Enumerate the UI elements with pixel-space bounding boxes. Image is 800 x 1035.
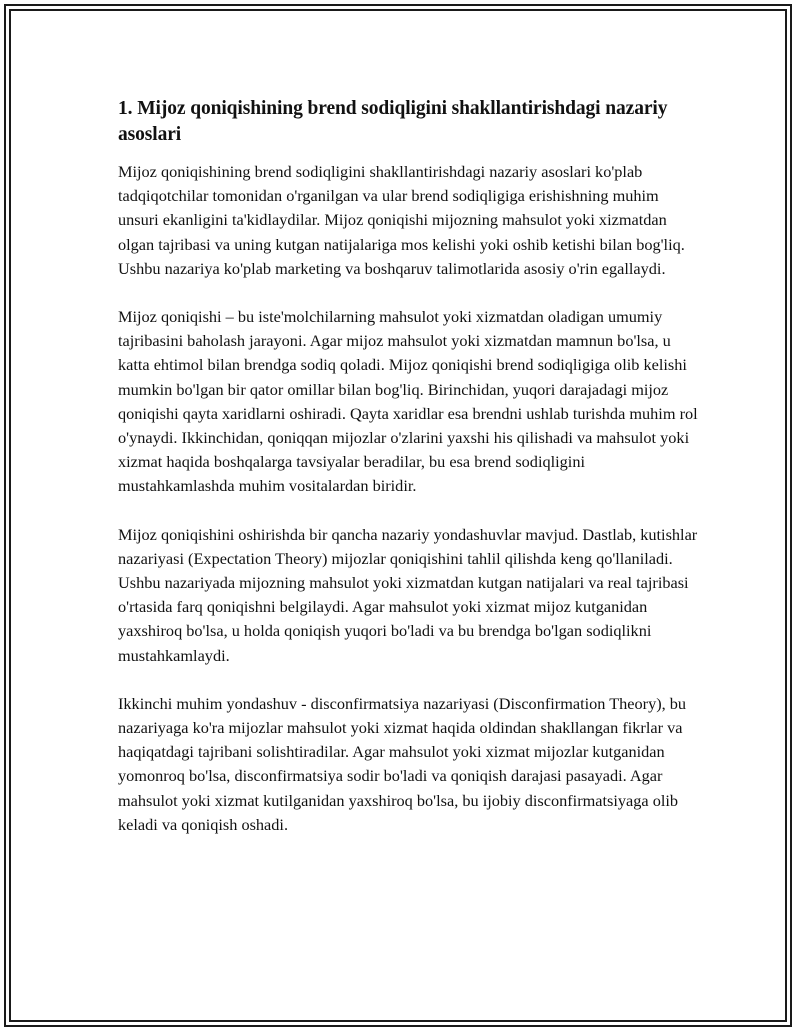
document-body: [118, 96, 698, 861]
paragraph-2: Mijoz qoniqishi – bu iste'molchilarning mahsulot yoki xizmatdan oladigan umumiy tajribasini baholash jarayoni. Agar mijoz mahsulot yoki xizmatdan mamnun bo'lsa, u katta ehtimol bilan brendga sodiq qoladi. Mijoz qoniqishi brend sodiqligiga olib kelishi mumkin bo'lgan bir qator omillar bilan bog'liq. Birinchidan, yuqori darajadagi mijoz qoniqishi qayta xaridlarni oshiradi. Qayta xaridlar esa brendni ushlab turishda muhim rol o'ynaydi. Ikkinchidan, qoniqqan mijozlar o'zlarini yaxshi his qilishadi va mahsulot yoki xizmat haqida boshqalarga tavsiyalar beradilar, bu esa brend sodiqligini mustahkamlashda muhim vositalardan biridir.: [118, 307, 698, 496]
paragraph-4: Ikkinchi muhim yondashuv - disconfirmatsiya nazariyasi (Disconfirmation Theory), bu nazariyaga ko'ra mijozlar mahsulot yoki xizmat haqida oldindan shakllangan fikrlar va haqiqatdagi tajribani solishtiradilar. Agar mahsulot yoki xizmat mijozlar kutganidan yomonroq bo'lsa, disconfirmatsiya sodir bo'ladi va qoniqish darajasi pasayadi. Agar mahsulot yoki xizmat kutilganidan yaxshiroq bo'lsa, bu ijobiy disconfirmatsiyaga olib keladi va qoniqish oshadi.: [118, 693, 687, 834]
paragraph-3: Mijoz qoniqishini oshirishda bir qancha nazariy yondashuvlar mavjud. Dastlab, kutishlar nazariyasi (Expectation Theory) mijozlar qoniqishini tahlil qilishda keng qo'llaniladi. Ushbu nazariyada mijozning mahsulot yoki xizmatdan kutgan natijalari va real tajribasi o'rtasida farq qoniqishni belgilaydi. Agar mahsulot yoki xizmat mijoz kutganidan yaxshiroq bo'lsa, u holda qoniqish yuqori bo'ladi va bu brendga bo'lgan sodiqlikni mustahkamlaydi.: [118, 524, 698, 665]
section-heading: 1. Mijoz qoniqishining brend sodiqligini shakllantirishdagi nazariy asoslari: [118, 98, 668, 145]
paragraph-1: Mijoz qoniqishining brend sodiqligini shakllantirishdagi nazariy asoslari ko'plab tadqiqotchilar tomonidan o'rganilgan va ular brend sodiqligiga erishishning muhim unsuri ekanligini ta'kidlaydilar. Mijoz qoniqishi mijozning mahsulot yoki xizmatdan olgan tajribasi va uning kutgan natijalariga mos kelishi yoki oshib ketishi bilan bog'liq. Ushbu nazariya ko'plab marketing va boshqaruv talimotlarida asosiy o'rin egallaydi.: [118, 162, 685, 278]
